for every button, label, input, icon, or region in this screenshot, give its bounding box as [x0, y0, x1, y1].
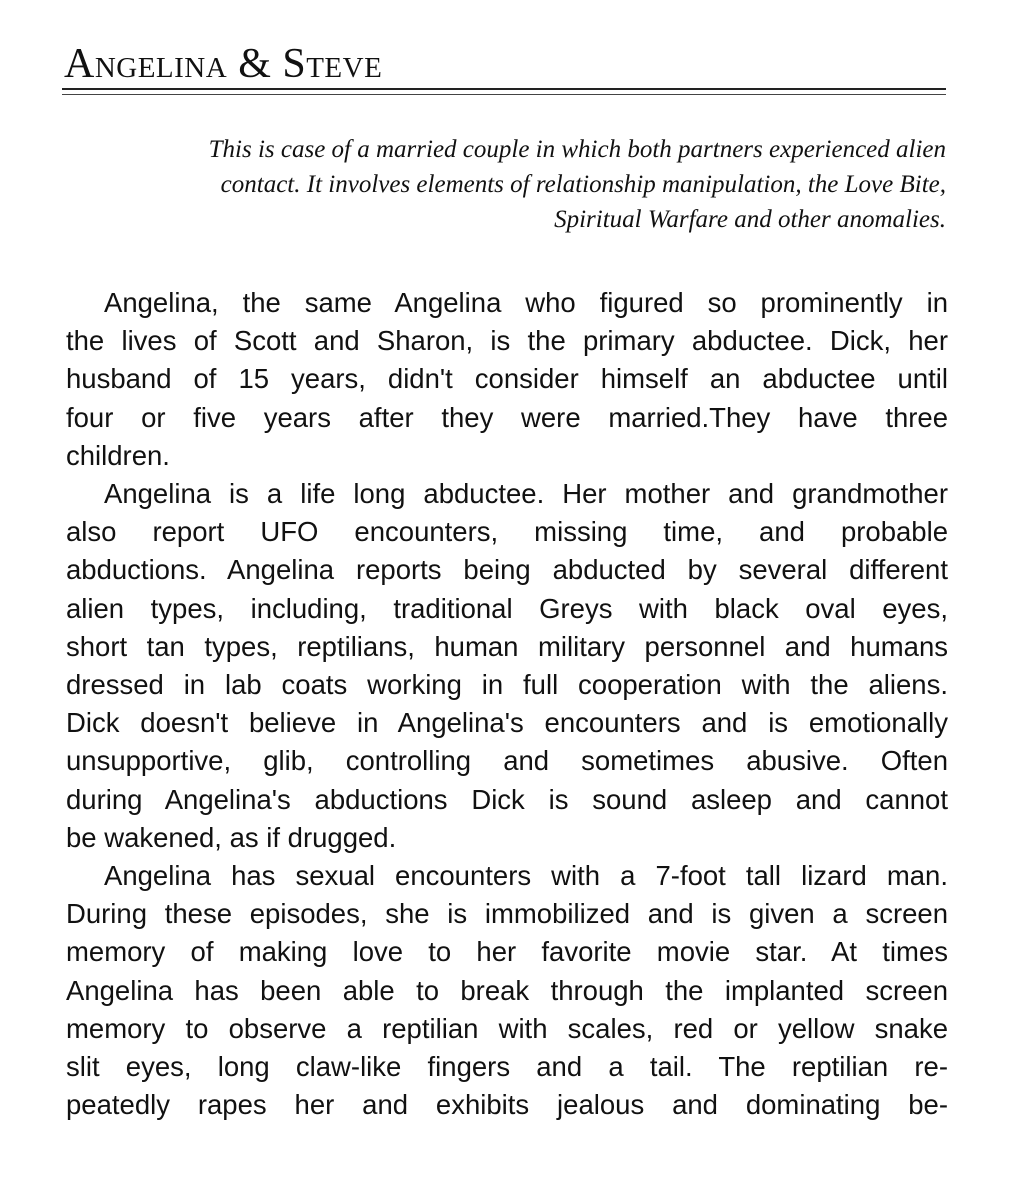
- text-line: Angelina has sexual encounters with a 7-foot tall lizard man.: [104, 860, 948, 892]
- intro-line: Spiritual Warfare and other anomalies.: [554, 206, 946, 233]
- intro-line: This is case of a married couple in which both partners experienced alien: [208, 136, 946, 163]
- title-rule-bottom: [62, 94, 946, 95]
- intro-line: contact. It involves elements of relationship manipulation, the Love Bite,: [220, 171, 946, 198]
- body-text: [66, 284, 948, 1124]
- paragraph-1: [66, 284, 948, 475]
- text-line: abductions. Angelina reports being abducted by several different: [66, 554, 948, 586]
- text-line: short tan types, reptilians, human military personnel and humans: [66, 630, 948, 662]
- text-line: Angelina, the same Angelina who figured so prominently in: [104, 287, 948, 318]
- paragraph-2: [66, 475, 948, 857]
- text-line: also report UFO encounters, missing time, and probable: [66, 516, 948, 548]
- text-line: During these episodes, she is immobilized and is given a screen: [66, 898, 948, 930]
- text-line: the lives of Scott and Sharon, is the primary abductee. Dick, her: [66, 325, 948, 357]
- text-line: Angelina has been able to break through the implanted screen: [66, 974, 948, 1006]
- text-line: Angelina is a life long abductee. Her mother and grandmother: [104, 478, 948, 510]
- text-line: children.: [66, 439, 170, 471]
- text-line: husband of 15 years, didn't consider himself an abductee until: [66, 363, 948, 395]
- text-line: dressed in lab coats working in full cooperation with the aliens.: [66, 669, 948, 701]
- text-line: memory to observe a reptilian with scales, red or yellow snake: [66, 1012, 948, 1044]
- chapter-title: Angelina & Steve: [64, 41, 383, 87]
- text-line: Dick doesn't believe in Angelina's encounters and is emotionally: [66, 707, 948, 739]
- text-line: alien types, including, traditional Greys with black oval eyes,: [66, 592, 948, 624]
- text-line: during Angelina's abductions Dick is sound asleep and cannot: [66, 783, 948, 815]
- title-rule-top: [62, 88, 946, 90]
- text-line: unsupportive, glib, controlling and sometimes abusive. Often: [66, 745, 948, 777]
- intro-italic-summary: [110, 132, 946, 237]
- paragraph-3: [66, 857, 948, 1124]
- text-line: be wakened, as if drugged.: [66, 821, 397, 853]
- text-line: memory of making love to her favorite movie star. At times: [66, 936, 948, 968]
- text-line: four or five years after they were married.They have three: [66, 401, 948, 433]
- text-line: peatedly rapes her and exhibits jealous and dominating be-: [66, 1089, 948, 1121]
- text-line: slit eyes, long claw-like fingers and a tail. The reptilian re-: [66, 1051, 948, 1083]
